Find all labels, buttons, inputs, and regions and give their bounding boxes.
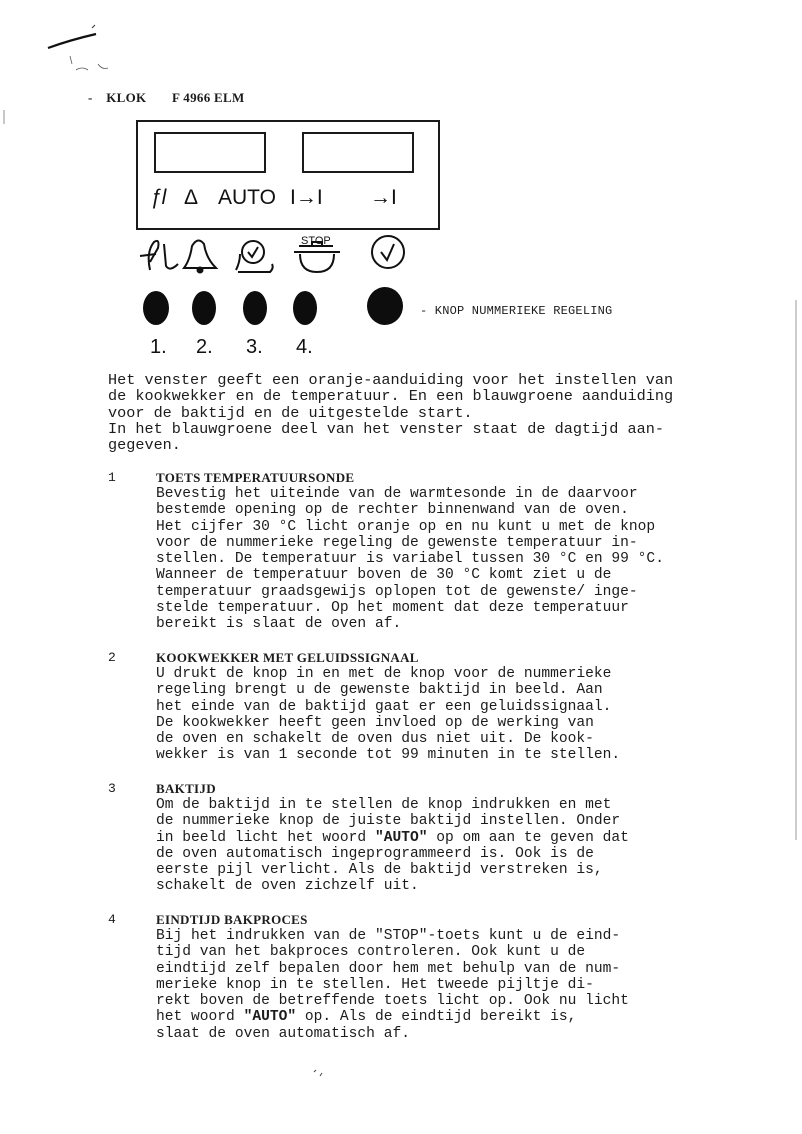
section-body (156, 928, 716, 1042)
cook-time-button[interactable] (243, 291, 267, 325)
text-line: de kookwekker en de temperatuur. En een blauwgroene aanduiding (108, 387, 674, 406)
text-line: slaat de oven automatisch af. (156, 1025, 410, 1042)
text-line: Bij het indrukken van de "STOP"-toets kunt u de eind- (156, 928, 621, 944)
handwritten-scribble (40, 20, 130, 80)
panel-bell-symbol: Δ (184, 186, 199, 209)
model-number: F 4966 ELM (171, 90, 245, 105)
text-line: stellen. De temperatuur is variabel tussen 30 °C en 99 °C. (156, 551, 664, 568)
intro-paragraph (108, 372, 708, 453)
stop-pot-icon (294, 235, 340, 272)
section-title: TOETS TEMPERATUURSONDE (156, 470, 355, 485)
text-line: eindtijd zelf bepalen door hem met behulp van de num- (156, 960, 621, 977)
display-window-right (302, 132, 414, 173)
text-line: de oven en schakelt de oven dus niet uit. De kook- (156, 731, 594, 748)
section-number: 4 (108, 912, 116, 927)
section-number: 2 (108, 650, 116, 665)
panel-start-arrow: I→I (290, 186, 323, 209)
text-line: Bevestig het uiteinde van de warmtesonde in de daarvoor (156, 486, 638, 502)
text-line: wekker is van 1 seconde tot 99 minuten in te stellen. (156, 747, 621, 764)
bell-icon (184, 240, 216, 272)
text-line: Wanneer de temperatuur boven de 30 °C komt ziet u de (156, 567, 612, 584)
text-line: het woord "AUTO" op. Als de eindtijd bereikt is, (156, 1009, 577, 1026)
text-line: temperatuur graadsgewijs oplopen tot de gewenste/ inge- (156, 583, 638, 600)
text-line: het einde van de baktijd gaat er een geluidssignaal. (156, 698, 612, 715)
text-line: in beeld licht het woord "AUTO" op om aan te geven dat (156, 829, 629, 846)
text-line: bestemde opening op de rechter binnenwand van de oven. (156, 502, 629, 519)
stray-mark-left (0, 108, 10, 128)
button-number-3: 3. (246, 336, 263, 358)
probe-icon (140, 241, 178, 270)
section-title: KOOKWEKKER MET GELUIDSSIGNAAL (156, 650, 419, 665)
stop-icon-label: STOP (301, 235, 331, 247)
section-number: 1 (108, 470, 116, 485)
control-icons-row (136, 232, 416, 282)
title-dash: - (88, 90, 93, 105)
section-number: 3 (108, 781, 116, 796)
text-line: In het blauwgroene deel van het venster staat de dagtijd aan- (108, 419, 664, 438)
section-body (156, 797, 716, 895)
text-line: Het venster geeft een oranje-aanduiding voor het instellen van (108, 371, 674, 389)
panel-end-arrow: →I (370, 186, 397, 209)
display-panel (136, 120, 440, 230)
stop-button[interactable] (293, 291, 317, 325)
text-line: merieke knop in te stellen. Het tweede pijltje di- (156, 976, 594, 993)
text-line: rekt boven de betreffende toets licht op. Ook nu licht (156, 993, 629, 1010)
button-number-1: 1. (150, 336, 167, 358)
button-number-2: 2. (196, 336, 213, 358)
section-body (156, 486, 716, 633)
text-line: schakelt de oven zichzelf uit. (156, 878, 419, 895)
page-edge-line (788, 300, 802, 840)
section-title: BAKTIJD (156, 781, 216, 796)
numeric-control-knob[interactable] (367, 287, 403, 325)
text-line: eerste pijl verlicht. Als de baktijd verstreken is, (156, 862, 603, 879)
text-line: Het cijfer 30 °C licht oranje op en nu kunt u met de knop (156, 518, 656, 535)
title-text: KLOK (106, 90, 147, 105)
text-line: Om de baktijd in te stellen de knop indrukken en met (156, 797, 612, 813)
text-line: bereikt is slaat de oven af. (156, 616, 402, 633)
section-body (156, 666, 716, 764)
section-title: EINDTIJD BAKPROCES (156, 912, 308, 927)
panel-probe-symbol: ƒl (150, 186, 167, 209)
button-number-4: 4. (296, 336, 313, 358)
knob-caption: - KNOP NUMMERIEKE REGELING (420, 304, 613, 318)
text-line: gegeven. (108, 436, 181, 455)
document-title (88, 90, 245, 106)
text-line: regeling brengt u de gewenste baktijd in beeld. Aan (156, 682, 603, 699)
timer-icon (236, 241, 273, 272)
text-line: U drukt de knop in en met de knop voor de nummerieke (156, 666, 612, 682)
text-line: voor de baktijd en de uitgestelde start. (108, 403, 473, 422)
display-window-left (154, 132, 266, 173)
timer-bell-button[interactable] (192, 291, 216, 325)
text-line: De kookwekker heeft geen invloed op de werking van (156, 714, 594, 731)
text-line: de oven automatisch ingeprogrammeerd is. Ook is de (156, 845, 594, 862)
stray-mark-bottom (310, 1064, 330, 1084)
text-line: voor de nummerieke regeling de gewenste temperatuur in- (156, 534, 638, 551)
probe-button[interactable] (143, 291, 169, 325)
panel-auto-label: AUTO (218, 186, 276, 209)
clock-icon (372, 236, 404, 268)
text-line: de nummerieke knop de juiste baktijd instellen. Onder (156, 813, 621, 830)
text-line: tijd van het bakproces controleren. Ook kunt u de (156, 944, 586, 961)
text-line: stelde temperatuur. Op het moment dat deze temperatuur (156, 600, 629, 617)
